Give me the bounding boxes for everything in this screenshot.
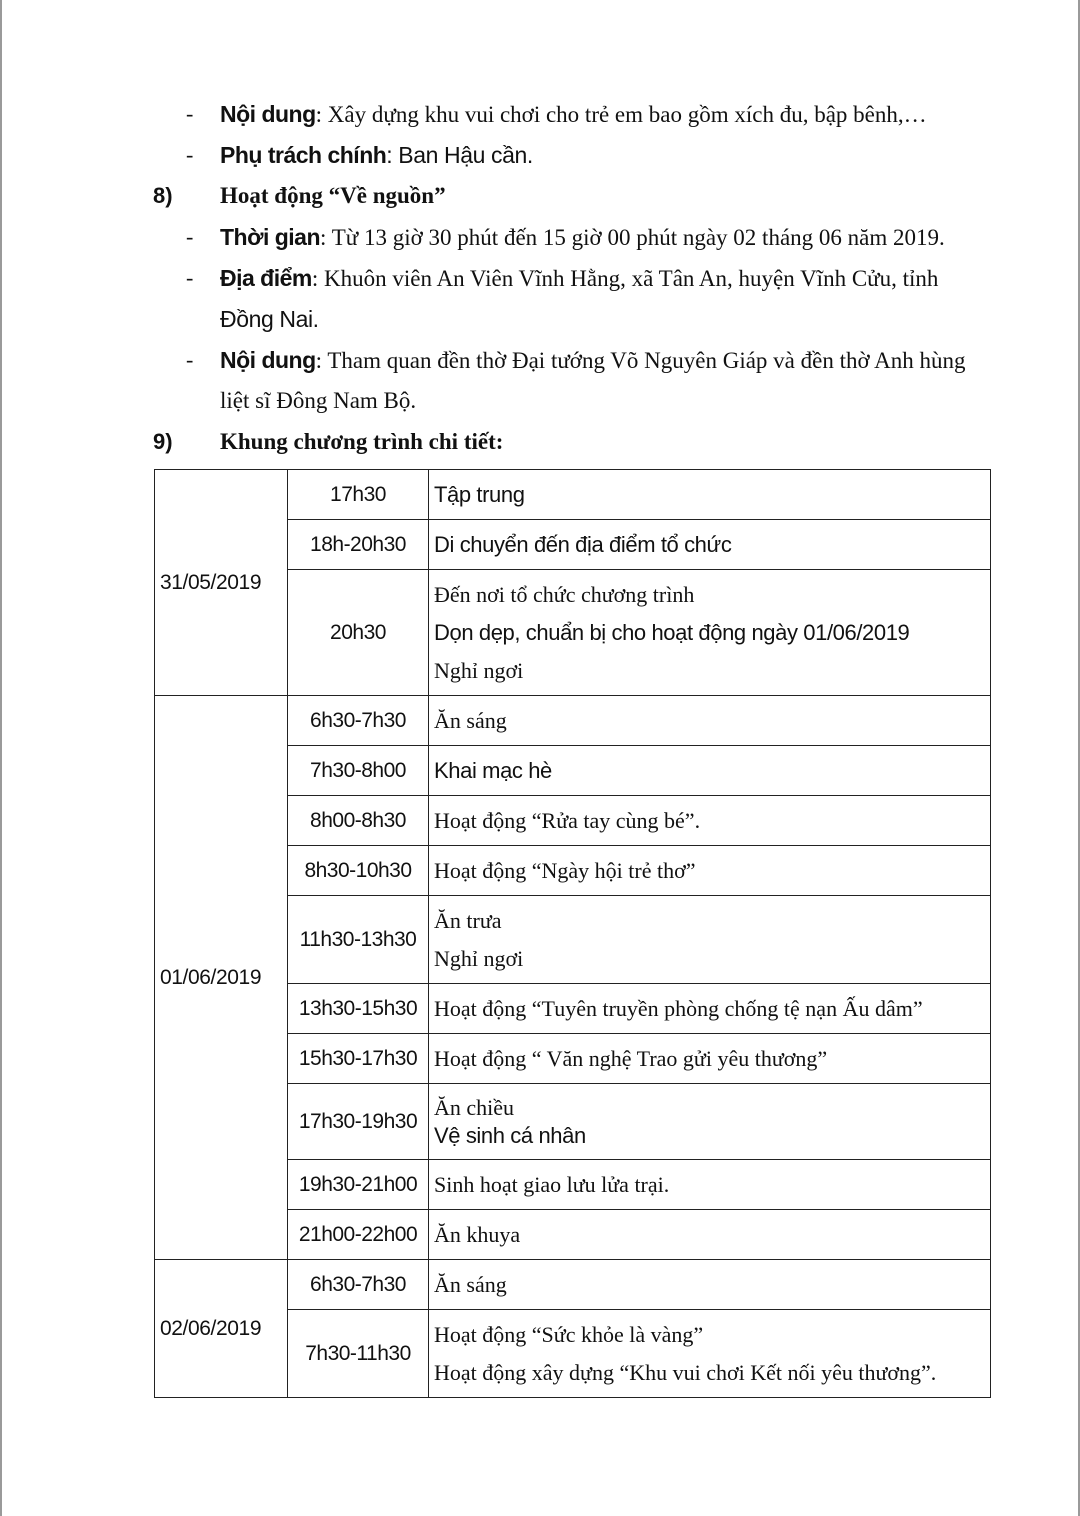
s8-noi-dung-value: : Tham quan đền thờ Đại tướng Võ Nguyên Giáp và đền thờ Anh hùng	[315, 348, 966, 373]
time-cell: 15h30-17h30	[288, 1034, 429, 1084]
s7-phu-trach-line	[220, 141, 533, 170]
activity-cell	[429, 896, 991, 984]
activity-cell	[429, 1310, 991, 1398]
date-cell: 02/06/2019	[155, 1260, 288, 1398]
activity-line: Hoạt động xây dựng “Khu vui chơi Kết nối yêu thương”.	[434, 1359, 937, 1385]
activity-line: Tập trung	[434, 481, 525, 507]
activity-cell	[429, 570, 991, 696]
s8-number: 8)	[153, 183, 173, 208]
time-cell: 7h30-11h30	[288, 1310, 429, 1398]
bullet-dash: -	[186, 101, 194, 126]
time-cell: 19h30-21h00	[288, 1160, 429, 1210]
date-cell: 01/06/2019	[155, 696, 288, 1260]
s8-thoi-gian-line	[220, 223, 945, 252]
activity-line: Hoạt động “Ngày hội trẻ thơ”	[434, 857, 696, 883]
bullet-dash: -	[186, 142, 194, 167]
activity-line: Ăn chiều	[434, 1094, 515, 1120]
time-cell: 6h30-7h30	[288, 696, 429, 746]
activity-line: Dọn dẹp, chuẩn bị cho hoạt động ngày 01/06/2019	[434, 619, 910, 645]
table-row	[155, 1260, 991, 1310]
activity-line: Sinh hoạt giao lưu lửa trại.	[434, 1171, 670, 1197]
table-row	[155, 470, 991, 520]
s8-dia-diem-line	[220, 264, 938, 293]
time-cell: 20h30	[288, 570, 429, 696]
activity-line: Hoạt động “ Văn nghệ Trao gửi yêu thương”	[434, 1045, 828, 1071]
time-cell: 7h30-8h00	[288, 746, 429, 796]
time-cell: 18h-20h30	[288, 520, 429, 570]
time-cell: 17h30-19h30	[288, 1084, 429, 1160]
activity-line: Ăn sáng	[434, 707, 507, 733]
s8-thoi-gian-value: : Từ 13 giờ 30 phút đến 15 giờ 00 phút ngày 02 tháng 06 năm 2019.	[320, 225, 945, 250]
page-edge-left	[0, 0, 2, 1516]
time-cell: 8h30-10h30	[288, 846, 429, 896]
activity-line: Ăn sáng	[434, 1271, 507, 1297]
s9-number: 9)	[153, 429, 173, 454]
activity-cell	[429, 1160, 991, 1210]
s8-dia-diem-value: : Khuôn viên An Viên Vĩnh Hằng, xã Tân An, huyện Vĩnh Cửu, tỉnh	[311, 266, 939, 291]
activity-line: Di chuyển đến địa điểm tổ chức	[434, 531, 732, 557]
time-cell: 17h30	[288, 470, 429, 520]
activity-cell	[429, 1210, 991, 1260]
s8-noi-dung-value-cont: liệt sĩ Đông Nam Bộ.	[220, 388, 417, 413]
activity-line: Ăn trưa	[434, 907, 502, 933]
date-cell: 31/05/2019	[155, 470, 288, 696]
activity-line: Khai mạc hè	[434, 757, 552, 783]
activity-line: Hoạt động “Sức khỏe là vàng”	[434, 1321, 704, 1347]
activity-cell	[429, 470, 991, 520]
activity-line: Ăn khuya	[434, 1221, 521, 1247]
activity-line: Hoạt động “Rửa tay cùng bé”.	[434, 807, 701, 833]
activity-cell	[429, 796, 991, 846]
time-cell: 21h00-22h00	[288, 1210, 429, 1260]
activity-line: Hoạt động “Tuyên truyền phòng chống tệ nạn Ấu dâm”	[434, 995, 923, 1021]
activity-cell	[429, 520, 991, 570]
activity-cell	[429, 1084, 991, 1160]
time-cell: 13h30-15h30	[288, 984, 429, 1034]
time-cell: 8h00-8h30	[288, 796, 429, 846]
activity-line: Đến nơi tổ chức chương trình	[434, 581, 695, 607]
s7-noi-dung-label: Nội dung	[220, 101, 316, 127]
bullet-dash: -	[186, 347, 194, 372]
bullet-dash: -	[186, 265, 194, 290]
bullet-dash: -	[186, 224, 194, 249]
s7-phu-trach-label: Phụ trách chính	[220, 142, 387, 168]
s8-thoi-gian-label: Thời gian	[220, 224, 321, 250]
s8-noi-dung-line	[220, 346, 966, 375]
s7-noi-dung-value: : Xây dựng khu vui chơi cho trẻ em bao gồm xích đu, bập bênh,…	[315, 102, 927, 127]
activity-cell	[429, 746, 991, 796]
s7-phu-trach-value: : Ban Hậu cần.	[386, 142, 533, 168]
activity-cell	[429, 846, 991, 896]
schedule-table	[154, 469, 991, 1398]
activity-cell	[429, 1034, 991, 1084]
s8-noi-dung-label: Nội dung	[220, 347, 316, 373]
time-cell: 11h30-13h30	[288, 896, 429, 984]
s8-dia-diem-label: Địa điểm	[220, 265, 312, 291]
activity-line: Vệ sinh cá nhân	[434, 1122, 586, 1148]
s8-title: Hoạt động “Về nguồn”	[220, 183, 446, 208]
activity-cell	[429, 696, 991, 746]
time-cell: 6h30-7h30	[288, 1260, 429, 1310]
activity-cell	[429, 984, 991, 1034]
activity-line: Nghỉ ngơi	[434, 945, 524, 971]
activity-cell	[429, 1260, 991, 1310]
s8-dia-diem-value-cont: Đồng Nai.	[220, 306, 319, 332]
s7-noi-dung-line	[220, 100, 927, 129]
s9-title: Khung chương trình chi tiết:	[220, 429, 504, 454]
activity-line: Nghỉ ngơi	[434, 657, 524, 683]
table-row	[155, 696, 991, 746]
